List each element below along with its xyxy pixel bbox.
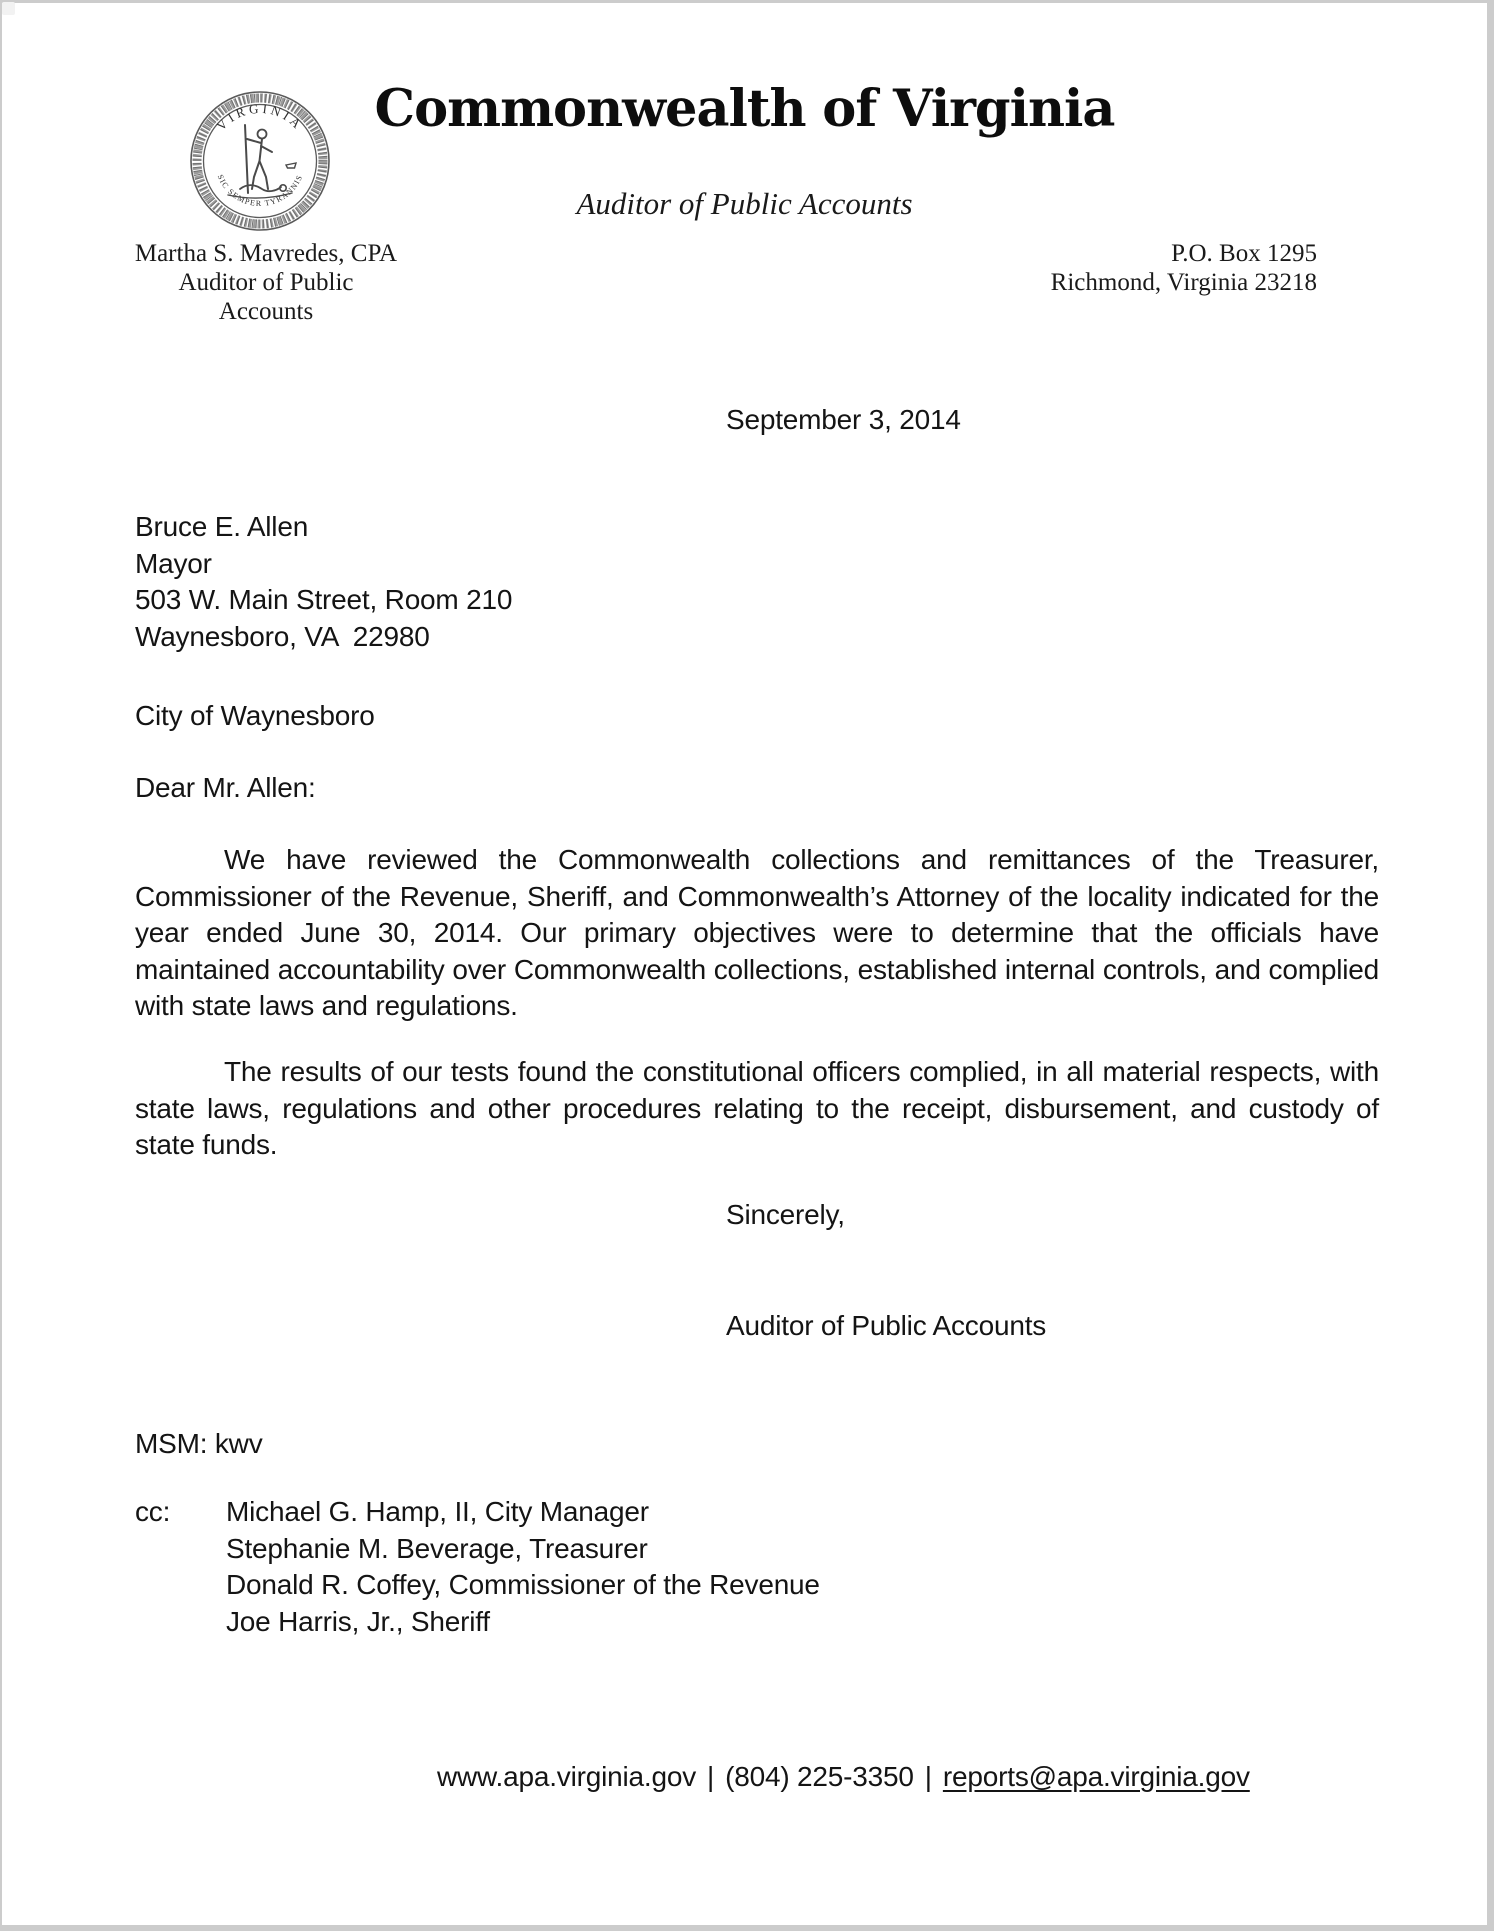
seal-bottom-text: SIC SEMPER TYRANNIS bbox=[215, 173, 305, 209]
letterhead-title: Commonwealth of Virginia bbox=[374, 79, 1115, 139]
official-name: Martha S. Mavredes, CPA bbox=[134, 240, 398, 267]
letter-date: September 3, 2014 bbox=[726, 404, 961, 435]
return-address-block bbox=[1051, 239, 1317, 297]
letterhead-subtitle: Auditor of Public Accounts bbox=[576, 186, 913, 221]
official-block bbox=[130, 239, 402, 326]
signature-title: Auditor of Public Accounts bbox=[726, 1310, 1047, 1341]
cc-item: Stephanie M. Beverage, Treasurer bbox=[226, 1532, 648, 1564]
cc-label: cc: bbox=[135, 1496, 171, 1527]
footer-separator: | bbox=[707, 1761, 715, 1792]
recipient-street: 503 W. Main Street, Room 210 bbox=[135, 584, 513, 615]
salutation: Dear Mr. Allen: bbox=[135, 772, 316, 803]
footer-contact-line bbox=[437, 1759, 1250, 1795]
reference-initials: MSM: kwv bbox=[135, 1428, 263, 1459]
city-state-zip-line: Richmond, Virginia 23218 bbox=[1050, 269, 1317, 296]
viewer-corner-artifact bbox=[2, 2, 15, 15]
body-paragraph-2: The results of our tests found the constitutional officers complied, in all material respects, with state laws, regulations and other procedures relating to the receipt, disbursement, and custody of state funds. bbox=[135, 1056, 1379, 1160]
body-paragraph-1: We have reviewed the Commonwealth collections and remittances of the Treasurer, Commissioner of the Revenue, Sheriff, and Commonwealth’s Attorney of the locality indicated for the year ended June 30, 2014. Our primary objectives were to determine that the officials have maintained accountability over Commonwealth collections, established internal controls, and complied with state laws and regulations. bbox=[135, 844, 1379, 1021]
locality-line: City of Waynesboro bbox=[135, 700, 375, 731]
footer-separator: | bbox=[924, 1761, 932, 1792]
recipient-title: Mayor bbox=[135, 547, 212, 579]
cc-item: Donald R. Coffey, Commissioner of the Revenue bbox=[226, 1569, 820, 1600]
po-box-line: P.O. Box 1295 bbox=[1171, 240, 1317, 267]
footer-email-link[interactable]: reports@apa.virginia.gov bbox=[942, 1761, 1250, 1792]
seal-top-text: VIRGINIA bbox=[213, 100, 307, 134]
footer-phone: (804) 225-3350 bbox=[725, 1761, 914, 1792]
recipient-name: Bruce E. Allen bbox=[135, 511, 309, 542]
closing-line: Sincerely, bbox=[726, 1199, 845, 1230]
cc-item: Joe Harris, Jr., Sheriff bbox=[226, 1605, 490, 1637]
recipient-address-block bbox=[135, 509, 1379, 655]
cc-item: Michael G. Hamp, II, City Manager bbox=[226, 1496, 649, 1527]
recipient-city-state-zip: Waynesboro, VA 22980 bbox=[135, 620, 430, 652]
footer-website: www.apa.virginia.gov bbox=[437, 1761, 697, 1792]
letter-page bbox=[2, 3, 1487, 1925]
cc-list bbox=[226, 1494, 820, 1640]
cc-block bbox=[135, 1494, 1379, 1640]
official-title: Auditor of Public Accounts bbox=[178, 269, 354, 325]
